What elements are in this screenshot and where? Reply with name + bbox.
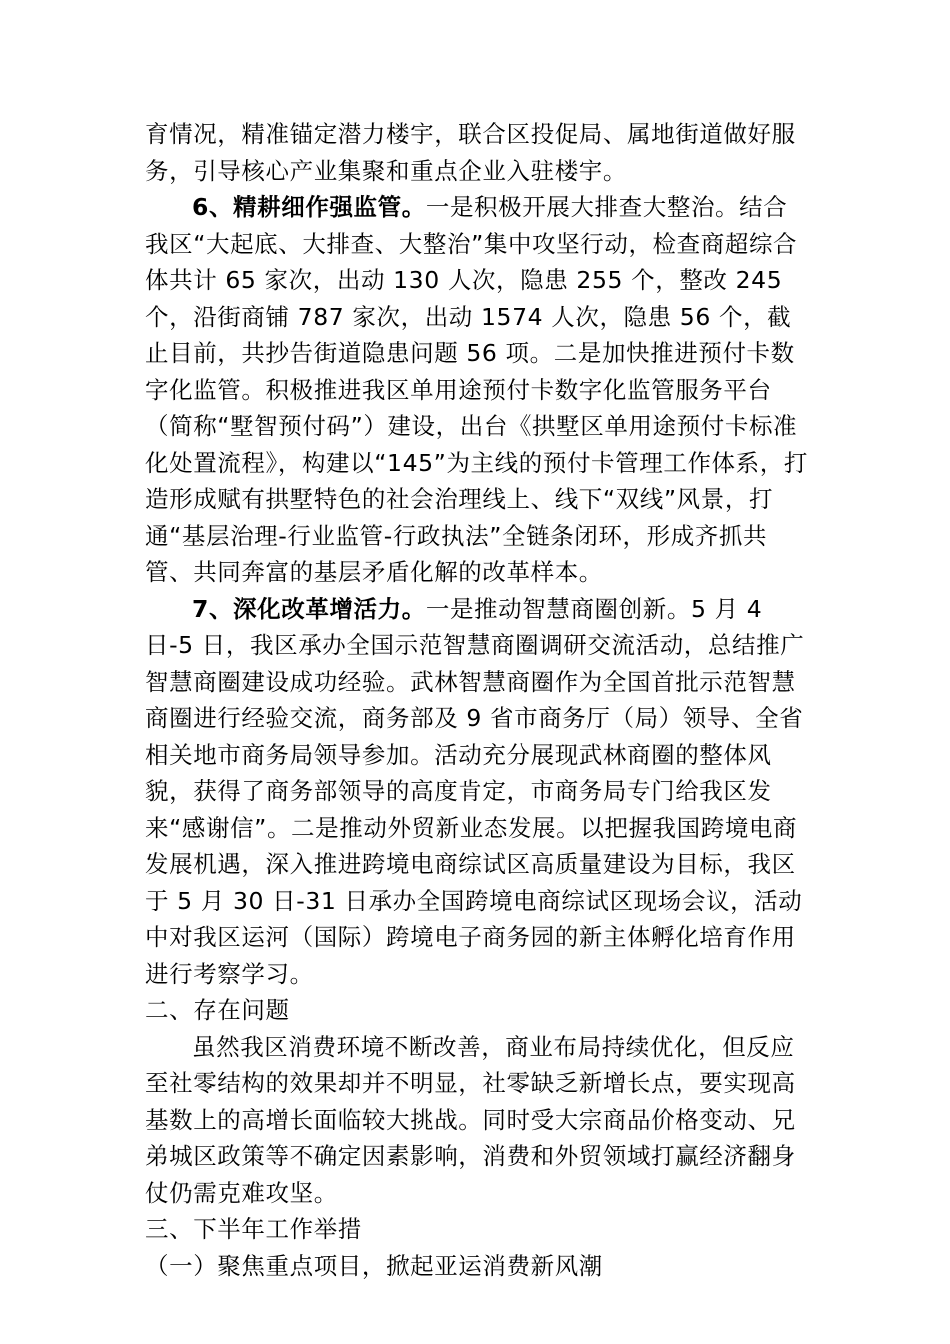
- paragraph-problems: 虽然我区消费环境不断改善，商业布局持续优化，但反应至社零结构的效果却并不明显，社零缺乏新增长点，要实现高基数上的高增长面临较大挑战。同时受大宗商品价格变动、兄弟城区政策等不确定因素影响，消费和外贸领域打赢经济翻身仗仍需克难攻坚。: [145, 1032, 796, 1207]
- document-page: [145, 116, 810, 1284]
- paragraph-continuation: 育情况，精准锚定潜力楼宇，联合区投促局、属地街道做好服务，引导核心产业集聚和重点企业入驻楼宇。: [145, 120, 796, 185]
- paragraph-reform: [145, 591, 810, 993]
- section-heading-measures: 三、下半年工作举措: [145, 1215, 362, 1243]
- paragraph-supervision: [145, 189, 810, 591]
- paragraph-lead-6: 6、精耕细作强监管。: [192, 193, 426, 221]
- paragraph-text-7: 一是推动智慧商圈创新。5 月 4 日-5 日，我区承办全国示范智慧商圈调研交流活动，总结推广智慧商圈建设成功经验。武林智慧商圈作为全国首批示范智慧商圈进行经验交流，商务部及 9 省市商务厅（局）领导、全省相关地市商务局领导参加。活动充分展现武林商圈的整体风貌，获得了商务部领导的高度肯定，市商务局专门给我区发来“感谢信”。二是推动外贸新业态发展。以把握我国跨境电商发展机遇，深入推进跨境电商综试区高质量建设为目标，我区于 5 月 30 日-31 日承办全国跨境电商综试区现场会议，活动中对我区运河（国际）跨境电子商务园的新主体孵化培育作用进行考察学习。: [145, 594, 805, 988]
- section-heading-problems: 二、存在问题: [145, 996, 290, 1024]
- paragraph-text-6: 一是积极开展大排查大整治。结合我区“大起底、大排查、大整治”集中攻坚行动，检查商超综合体共计 65 家次，出动 130 人次，隐患 255 个，整改 245 个，沿街商铺 787 家次，出动 1574 人次，隐患 56 个，截止目前，共抄告街道隐患问题 56 项。二是加快推进预付卡数字化监管。积极推进我区单用途预付卡数字化监管服务平台（简称“墅智预付码”）建设，出台《拱墅区单用途预付卡标准化处置流程》，构建以“145”为主线的预付卡管理工作体系，打造形成赋有拱墅特色的社会治理线上、线下“双线”风景，打通“基层治理-行业监管-行政执法”全链条闭环，形成齐抓共管、共同奔富的基层矛盾化解的改革样本。: [145, 193, 808, 586]
- subsection-heading-1: （一）聚焦重点项目，掀起亚运消费新风潮: [145, 1251, 603, 1280]
- paragraph-lead-7: 7、深化改革增活力。: [192, 594, 426, 623]
